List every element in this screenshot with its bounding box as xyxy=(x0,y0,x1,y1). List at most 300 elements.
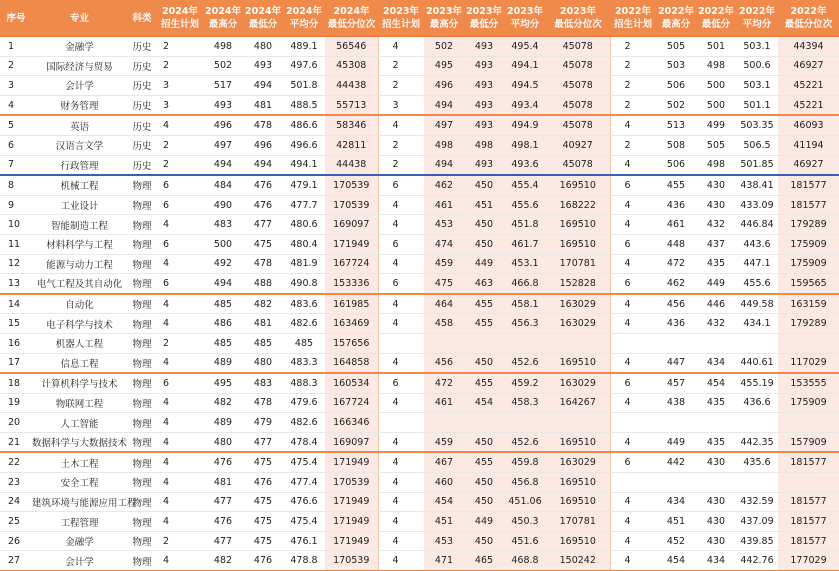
cell-y24-plan: 4 xyxy=(157,115,203,135)
cell-y23-avg: 456.8 xyxy=(504,473,546,493)
table-row xyxy=(0,492,839,512)
header-2022-min-rank: 2022年 最低分位次 xyxy=(778,0,839,37)
cell-subject: 物理 xyxy=(127,274,157,294)
cell-y22-rank: 44394 xyxy=(778,37,839,57)
cell-y23-rank: 152828 xyxy=(546,274,610,294)
cell-y23-min: 450 xyxy=(464,531,504,551)
cell-y23-rank: 150242 xyxy=(546,551,610,571)
cell-y23-min: 449 xyxy=(464,512,504,532)
cell-seq: 6 xyxy=(0,135,32,155)
cell-y22-min: 498 xyxy=(696,155,736,175)
cell-y22-rank xyxy=(778,333,839,353)
cell-y23-max: 496 xyxy=(424,76,464,96)
cell-y24-rank: 170539 xyxy=(325,473,378,493)
cell-y24-avg: 483.3 xyxy=(283,353,325,373)
cell-y22-max: 447 xyxy=(656,353,696,373)
cell-y23-max: 497 xyxy=(424,115,464,135)
cell-y22-plan: 4 xyxy=(610,155,656,175)
cell-y24-min: 476 xyxy=(243,195,283,215)
cell-y23-rank: 170781 xyxy=(546,254,610,274)
cell-y23-min: 450 xyxy=(464,353,504,373)
cell-y22-min: 435 xyxy=(696,432,736,452)
cell-y24-rank: 164858 xyxy=(325,353,378,373)
cell-y22-min: 498 xyxy=(696,56,736,76)
cell-y23-avg: 494.9 xyxy=(504,115,546,135)
cell-y22-min xyxy=(696,473,736,493)
cell-y22-avg: 437.09 xyxy=(736,512,778,532)
cell-subject: 物理 xyxy=(127,353,157,373)
cell-y24-avg: 479.6 xyxy=(283,393,325,413)
cell-y24-avg: 478.8 xyxy=(283,551,325,571)
cell-y24-avg: 480.6 xyxy=(283,215,325,235)
cell-y23-avg: 453.1 xyxy=(504,254,546,274)
cell-major: 财务管理 xyxy=(32,95,127,115)
cell-y22-rank: 45221 xyxy=(778,76,839,96)
cell-y22-min: 449 xyxy=(696,274,736,294)
cell-y22-max: 506 xyxy=(656,76,696,96)
table-row xyxy=(0,76,839,96)
cell-major: 会计学 xyxy=(32,551,127,571)
cell-y24-max: 489 xyxy=(203,413,243,433)
table-row xyxy=(0,115,839,135)
cell-y22-avg: 503.1 xyxy=(736,37,778,57)
cell-y23-min: 449 xyxy=(464,254,504,274)
cell-seq: 17 xyxy=(0,353,32,373)
cell-major: 物联网工程 xyxy=(32,393,127,413)
cell-y23-plan: 4 xyxy=(378,512,424,532)
cell-y22-plan: 4 xyxy=(610,254,656,274)
table-row xyxy=(0,452,839,472)
cell-subject: 物理 xyxy=(127,294,157,314)
header-2024-min-rank: 2024年 最低分位次 xyxy=(325,0,378,37)
cell-y24-rank: 56546 xyxy=(325,37,378,57)
cell-y23-min: 493 xyxy=(464,56,504,76)
cell-y22-avg: 455.6 xyxy=(736,274,778,294)
cell-y22-avg: 434.1 xyxy=(736,314,778,334)
table-row xyxy=(0,274,839,294)
cell-y23-min: 465 xyxy=(464,551,504,571)
cell-y22-avg: 443.6 xyxy=(736,234,778,254)
cell-y23-min: 493 xyxy=(464,115,504,135)
cell-y22-max: 455 xyxy=(656,175,696,195)
cell-y24-max: 481 xyxy=(203,473,243,493)
cell-y22-avg: 501.1 xyxy=(736,95,778,115)
cell-y23-rank: 169510 xyxy=(546,353,610,373)
cell-subject: 物理 xyxy=(127,254,157,274)
cell-y23-plan: 4 xyxy=(378,314,424,334)
cell-y23-max: 459 xyxy=(424,254,464,274)
table-row xyxy=(0,314,839,334)
cell-y24-min: 475 xyxy=(243,492,283,512)
cell-y22-rank: 181577 xyxy=(778,452,839,472)
cell-y23-max: 498 xyxy=(424,135,464,155)
cell-y24-plan: 6 xyxy=(157,195,203,215)
cell-y24-min: 479 xyxy=(243,413,283,433)
cell-y22-avg xyxy=(736,333,778,353)
cell-y23-rank: 169510 xyxy=(546,531,610,551)
cell-y23-rank: 45078 xyxy=(546,76,610,96)
cell-y22-max: 506 xyxy=(656,155,696,175)
cell-y22-min: 434 xyxy=(696,353,736,373)
cell-y22-rank: 181577 xyxy=(778,531,839,551)
header-2023-min: 2023年 最低分 xyxy=(464,0,504,37)
cell-y22-rank: 153555 xyxy=(778,373,839,393)
cell-y23-plan: 6 xyxy=(378,234,424,254)
cell-y24-min: 480 xyxy=(243,37,283,57)
table-row xyxy=(0,195,839,215)
cell-major: 机器人工程 xyxy=(32,333,127,353)
header-2024-plan: 2024年 招生计划 xyxy=(157,0,203,37)
cell-y22-avg xyxy=(736,473,778,493)
cell-seq: 15 xyxy=(0,314,32,334)
cell-y23-max: 471 xyxy=(424,551,464,571)
cell-y23-rank xyxy=(546,333,610,353)
cell-y22-max: 436 xyxy=(656,314,696,334)
cell-y22-min: 430 xyxy=(696,531,736,551)
cell-y22-max: 451 xyxy=(656,512,696,532)
cell-y22-max: 505 xyxy=(656,37,696,57)
cell-y23-avg: 494.1 xyxy=(504,56,546,76)
cell-y24-max: 494 xyxy=(203,155,243,175)
cell-seq: 2 xyxy=(0,56,32,76)
cell-y24-avg: 488.3 xyxy=(283,373,325,393)
cell-y22-plan: 6 xyxy=(610,274,656,294)
cell-y22-max xyxy=(656,333,696,353)
cell-y24-max: 500 xyxy=(203,234,243,254)
cell-y23-min: 450 xyxy=(464,432,504,452)
cell-y24-min: 481 xyxy=(243,314,283,334)
cell-y22-min: 435 xyxy=(696,393,736,413)
cell-y24-avg: 482.6 xyxy=(283,413,325,433)
cell-y22-max: 436 xyxy=(656,195,696,215)
cell-y24-plan: 2 xyxy=(157,155,203,175)
cell-y24-plan: 2 xyxy=(157,56,203,76)
cell-y22-max: 438 xyxy=(656,393,696,413)
cell-y22-min: 430 xyxy=(696,195,736,215)
table-row xyxy=(0,531,839,551)
cell-y23-min: 463 xyxy=(464,274,504,294)
cell-y22-plan: 4 xyxy=(610,215,656,235)
cell-y23-plan: 4 xyxy=(378,551,424,571)
cell-y24-min: 494 xyxy=(243,76,283,96)
cell-y24-plan: 4 xyxy=(157,294,203,314)
cell-y22-avg: 432.59 xyxy=(736,492,778,512)
cell-y24-max: 486 xyxy=(203,314,243,334)
cell-y22-min: 435 xyxy=(696,254,736,274)
cell-major: 数据科学与大数据技术 xyxy=(32,432,127,452)
cell-y22-max: 456 xyxy=(656,294,696,314)
cell-y22-plan xyxy=(610,473,656,493)
cell-y22-avg: 433.09 xyxy=(736,195,778,215)
cell-y23-avg: 461.7 xyxy=(504,234,546,254)
cell-y24-avg: 489.1 xyxy=(283,37,325,57)
header-2023-min-rank: 2023年 最低分位次 xyxy=(546,0,610,37)
cell-y23-plan: 2 xyxy=(378,76,424,96)
cell-y22-rank: 45221 xyxy=(778,95,839,115)
cell-seq: 26 xyxy=(0,531,32,551)
cell-y22-rank xyxy=(778,413,839,433)
table-row xyxy=(0,175,839,195)
cell-seq: 7 xyxy=(0,155,32,175)
cell-y24-min: 475 xyxy=(243,531,283,551)
cell-y22-avg: 439.85 xyxy=(736,531,778,551)
cell-y23-rank: 45078 xyxy=(546,37,610,57)
cell-y22-plan xyxy=(610,413,656,433)
table-row xyxy=(0,215,839,235)
cell-y23-avg: 493.6 xyxy=(504,155,546,175)
cell-y23-avg xyxy=(504,333,546,353)
cell-y23-avg: 466.8 xyxy=(504,274,546,294)
header-2022-avg: 2022年 平均分 xyxy=(736,0,778,37)
cell-y22-rank: 46093 xyxy=(778,115,839,135)
cell-seq: 11 xyxy=(0,234,32,254)
cell-y24-max: 502 xyxy=(203,56,243,76)
cell-y22-min: 499 xyxy=(696,115,736,135)
cell-y24-avg: 479.1 xyxy=(283,175,325,195)
cell-y23-avg: 458.1 xyxy=(504,294,546,314)
cell-y22-rank xyxy=(778,473,839,493)
cell-subject: 历史 xyxy=(127,115,157,135)
cell-y24-min: 493 xyxy=(243,56,283,76)
cell-y24-plan: 3 xyxy=(157,95,203,115)
cell-y23-min: 493 xyxy=(464,155,504,175)
cell-y24-rank: 170539 xyxy=(325,175,378,195)
cell-y24-plan: 2 xyxy=(157,37,203,57)
cell-y23-plan: 4 xyxy=(378,492,424,512)
cell-y24-plan: 2 xyxy=(157,333,203,353)
cell-y22-avg: 503.1 xyxy=(736,76,778,96)
cell-y23-max: 467 xyxy=(424,452,464,472)
cell-y22-min: 500 xyxy=(696,95,736,115)
cell-y23-plan: 4 xyxy=(378,473,424,493)
cell-seq: 20 xyxy=(0,413,32,433)
cell-y22-max: 452 xyxy=(656,531,696,551)
cell-y24-plan: 6 xyxy=(157,274,203,294)
cell-y22-min: 446 xyxy=(696,294,736,314)
cell-y23-max: 460 xyxy=(424,473,464,493)
header-2022-plan: 2022年 招生计划 xyxy=(610,0,656,37)
cell-y23-plan: 4 xyxy=(378,452,424,472)
cell-y23-avg: 451.6 xyxy=(504,531,546,551)
cell-seq: 12 xyxy=(0,254,32,274)
cell-y24-avg: 475.4 xyxy=(283,452,325,472)
cell-subject: 物理 xyxy=(127,512,157,532)
cell-y24-rank: 44438 xyxy=(325,155,378,175)
cell-y23-rank: 169510 xyxy=(546,492,610,512)
cell-y23-max: 494 xyxy=(424,95,464,115)
cell-y24-rank: 171949 xyxy=(325,512,378,532)
cell-y22-max: 508 xyxy=(656,135,696,155)
cell-y23-max: 475 xyxy=(424,274,464,294)
cell-y23-plan: 2 xyxy=(378,155,424,175)
cell-seq: 21 xyxy=(0,432,32,452)
table-row xyxy=(0,234,839,254)
cell-major: 安全工程 xyxy=(32,473,127,493)
cell-y22-plan: 2 xyxy=(610,95,656,115)
cell-subject: 物理 xyxy=(127,175,157,195)
cell-y22-min: 430 xyxy=(696,492,736,512)
cell-subject: 历史 xyxy=(127,56,157,76)
cell-y22-max: 462 xyxy=(656,274,696,294)
cell-y24-rank: 171949 xyxy=(325,492,378,512)
cell-y23-avg: 452.6 xyxy=(504,353,546,373)
cell-y24-max: 489 xyxy=(203,353,243,373)
cell-y22-avg: 506.5 xyxy=(736,135,778,155)
cell-y24-min: 481 xyxy=(243,95,283,115)
cell-y24-min: 477 xyxy=(243,432,283,452)
cell-y22-rank: 117029 xyxy=(778,353,839,373)
cell-subject: 物理 xyxy=(127,551,157,571)
cell-seq: 18 xyxy=(0,373,32,393)
header-seq: 序号 xyxy=(0,0,32,37)
cell-y22-plan: 4 xyxy=(610,551,656,571)
cell-y23-max: 459 xyxy=(424,432,464,452)
cell-y24-avg: 475.4 xyxy=(283,512,325,532)
cell-y24-plan: 4 xyxy=(157,393,203,413)
table-row xyxy=(0,155,839,175)
cell-y24-rank: 157656 xyxy=(325,333,378,353)
cell-subject: 物理 xyxy=(127,215,157,235)
cell-y23-max: 464 xyxy=(424,294,464,314)
cell-y24-rank: 166346 xyxy=(325,413,378,433)
header-2024-max: 2024年 最高分 xyxy=(203,0,243,37)
cell-major: 计算机科学与技术 xyxy=(32,373,127,393)
cell-y22-rank: 41194 xyxy=(778,135,839,155)
cell-y23-min: 450 xyxy=(464,473,504,493)
cell-y22-avg: 455.19 xyxy=(736,373,778,393)
cell-y23-max xyxy=(424,333,464,353)
cell-y22-rank: 175909 xyxy=(778,234,839,254)
cell-y22-min: 432 xyxy=(696,215,736,235)
cell-y22-rank: 181577 xyxy=(778,492,839,512)
cell-y22-plan: 4 xyxy=(610,195,656,215)
cell-y24-max: 483 xyxy=(203,215,243,235)
cell-y22-rank: 181577 xyxy=(778,175,839,195)
cell-subject: 物理 xyxy=(127,531,157,551)
cell-subject: 物理 xyxy=(127,473,157,493)
header-2023-max: 2023年 最高分 xyxy=(424,0,464,37)
cell-y24-max: 485 xyxy=(203,333,243,353)
cell-y24-avg: 483.6 xyxy=(283,294,325,314)
cell-y24-avg: 477.4 xyxy=(283,473,325,493)
cell-y23-rank: 169510 xyxy=(546,175,610,195)
cell-y22-max: 503 xyxy=(656,56,696,76)
cell-y22-rank: 175909 xyxy=(778,393,839,413)
cell-seq: 1 xyxy=(0,37,32,57)
cell-y22-min xyxy=(696,413,736,433)
table-body xyxy=(0,37,839,571)
cell-y22-rank: 46927 xyxy=(778,155,839,175)
cell-y22-avg: 440.61 xyxy=(736,353,778,373)
table-row xyxy=(0,512,839,532)
cell-y24-plan: 4 xyxy=(157,452,203,472)
cell-major: 土木工程 xyxy=(32,452,127,472)
cell-y24-min: 496 xyxy=(243,135,283,155)
cell-y24-min: 488 xyxy=(243,274,283,294)
cell-y22-avg: 442.76 xyxy=(736,551,778,571)
cell-y22-max: 454 xyxy=(656,551,696,571)
table-header-row xyxy=(0,0,839,37)
cell-y22-avg: 436.6 xyxy=(736,393,778,413)
cell-y23-min: 498 xyxy=(464,135,504,155)
cell-y23-rank: 169510 xyxy=(546,432,610,452)
cell-y24-plan: 4 xyxy=(157,314,203,334)
cell-y24-rank: 58346 xyxy=(325,115,378,135)
cell-y24-min: 478 xyxy=(243,393,283,413)
cell-y23-avg: 450.3 xyxy=(504,512,546,532)
cell-y24-avg: 478.4 xyxy=(283,432,325,452)
table-row xyxy=(0,353,839,373)
cell-y22-avg: 500.6 xyxy=(736,56,778,76)
cell-major: 人工智能 xyxy=(32,413,127,433)
cell-y24-rank: 171949 xyxy=(325,452,378,472)
cell-major: 英语 xyxy=(32,115,127,135)
cell-y24-max: 477 xyxy=(203,531,243,551)
cell-y23-avg: 468.8 xyxy=(504,551,546,571)
header-2022-min: 2022年 最低分 xyxy=(696,0,736,37)
cell-y23-avg: 455.6 xyxy=(504,195,546,215)
cell-y23-plan: 4 xyxy=(378,195,424,215)
cell-y24-plan: 4 xyxy=(157,551,203,571)
cell-y23-max: 502 xyxy=(424,37,464,57)
cell-y23-rank: 170781 xyxy=(546,512,610,532)
cell-subject: 历史 xyxy=(127,76,157,96)
cell-y24-max: 482 xyxy=(203,551,243,571)
cell-y22-max: 434 xyxy=(656,492,696,512)
cell-seq: 25 xyxy=(0,512,32,532)
cell-y23-plan: 6 xyxy=(378,274,424,294)
cell-subject: 历史 xyxy=(127,135,157,155)
cell-y24-min: 476 xyxy=(243,473,283,493)
cell-y24-rank: 55713 xyxy=(325,95,378,115)
cell-y24-avg: 482.6 xyxy=(283,314,325,334)
cell-seq: 10 xyxy=(0,215,32,235)
cell-y24-plan: 4 xyxy=(157,353,203,373)
cell-y24-rank: 171949 xyxy=(325,234,378,254)
cell-y22-rank: 179289 xyxy=(778,215,839,235)
cell-y23-plan: 4 xyxy=(378,353,424,373)
cell-y23-avg xyxy=(504,413,546,433)
cell-y24-rank: 171949 xyxy=(325,531,378,551)
cell-major: 工程管理 xyxy=(32,512,127,532)
header-major: 专业 xyxy=(32,0,127,37)
cell-y24-avg: 490.8 xyxy=(283,274,325,294)
cell-y23-max: 451 xyxy=(424,512,464,532)
cell-y22-plan: 4 xyxy=(610,294,656,314)
cell-y24-plan: 4 xyxy=(157,254,203,274)
cell-y23-plan: 4 xyxy=(378,37,424,57)
cell-y24-max: 485 xyxy=(203,294,243,314)
cell-y22-min: 505 xyxy=(696,135,736,155)
cell-seq: 8 xyxy=(0,175,32,195)
cell-y22-max: 472 xyxy=(656,254,696,274)
cell-y24-plan: 6 xyxy=(157,175,203,195)
cell-y22-min: 454 xyxy=(696,373,736,393)
cell-y22-min: 432 xyxy=(696,314,736,334)
cell-y23-min: 493 xyxy=(464,95,504,115)
cell-y24-max: 490 xyxy=(203,195,243,215)
cell-y24-min: 478 xyxy=(243,254,283,274)
cell-y22-min: 501 xyxy=(696,37,736,57)
cell-y22-rank: 181577 xyxy=(778,512,839,532)
cell-y23-max: 495 xyxy=(424,56,464,76)
cell-y22-min: 430 xyxy=(696,512,736,532)
table-row xyxy=(0,333,839,353)
cell-y24-min: 480 xyxy=(243,353,283,373)
cell-major: 信息工程 xyxy=(32,353,127,373)
cell-y23-rank: 45078 xyxy=(546,95,610,115)
cell-y23-rank: 40927 xyxy=(546,135,610,155)
